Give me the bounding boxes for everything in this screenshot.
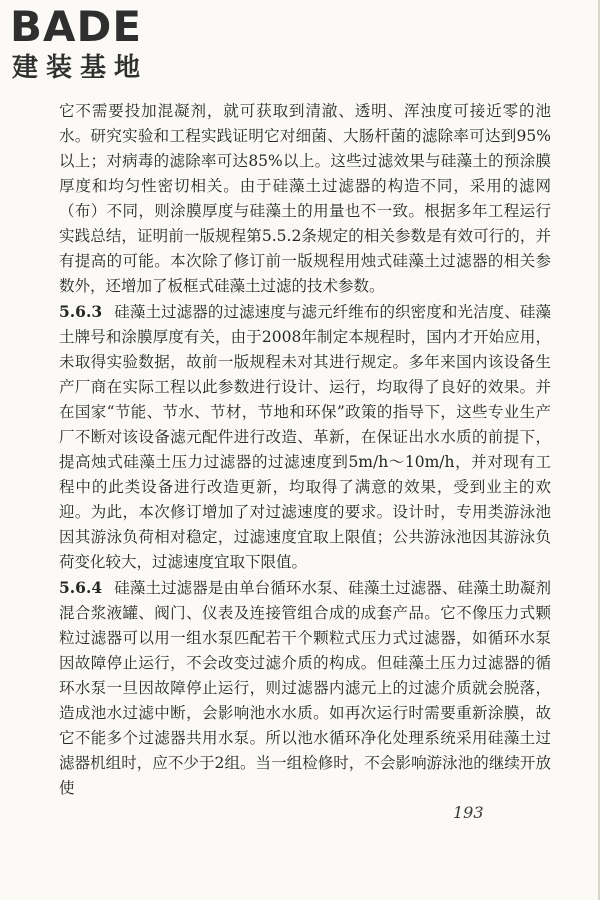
- page-number: 193: [453, 803, 484, 822]
- paragraph-continuation: [59, 99, 551, 299]
- body-text: [59, 99, 551, 801]
- section-5-6-3: [59, 299, 551, 575]
- logo: [10, 4, 180, 90]
- paragraph-text: 硅藻土过滤器的过滤速度与滤元纤维布的织密度和光洁度、硅藻土牌号和涂膜厚度有关，由于2008年制定本规程时，国内才开始应用，未取得实验数据，故前一版规程未对其进行规定。多年来国内该设备生产厂商在实际工程以此参数进行设计、运行，均取得了良好的效果。并在国家“节能、节水、节材，节地和环保”政策的指导下，这些专业生产厂不断对该设备滤元配件进行改造、革新，在保证出水水质的前提下，提高烛式硅藻土压力过滤器的过滤速度到5m/h～10m/h，并对现有工程中的此类设备进行改造更新，均取得了满意的效果，受到业主的欢迎。为此，本次修订增加了对过滤速度的要求。设计时，专用类游泳池因其游泳负荷相对稳定，过滤速度宜取上限值；公共游泳池因其游泳负荷变化较大，过滤速度宜取下限值。: [59, 303, 551, 571]
- section-number: 5.6.4: [59, 578, 103, 597]
- logo-subtitle: 建装基地: [12, 53, 149, 83]
- paragraph-text: 硅藻土过滤器是由单台循环水泵、硅藻土过滤器、硅藻土助凝剂混合浆液罐、阀门、仪表及连接管组合成的成套产品。它不像压力式颗粒过滤器可以用一组水泵匹配若干个颗粒式压力式过滤器，如循环水泵因故障停止运行，不会改变过滤介质的构成。但硅藻土压力过滤器的循环水泵一旦因故障停止运行，则过滤器内滤元上的过滤介质就会脱落，造成池水过滤中断，会影响池水水质。如再次运行时需要重新涂膜，故它不能多个过滤器共用水泵。所以池水循环净化处理系统采用硅藻土过滤器机组时，应不少于2组。当一组检修时，不会影响游泳池的继续开放使: [59, 579, 551, 797]
- section-number: 5.6.3: [59, 302, 103, 321]
- paragraph-text: 它不需要投加混凝剂，就可获取到清澈、透明、浑浊度可接近零的池水。研究实验和工程实践证明它对细菌、大肠杆菌的滤除率可达到95%以上；对病毒的滤除率可达85%以上。这些过滤效果与硅藻土的预涂膜厚度和均匀性密切相关。由于硅藻土过滤器的构造不同，采用的滤网（布）不同，则涂膜厚度与硅藻土的用量也不一致。根据多年工程运行实践总结，证明前一版规程第5.5.2条规定的相关参数是有效可行的，并有提高的可能。本次除了修订前一版规程用烛式硅藻土过滤器的相关参数外，还增加了板框式硅藻土过滤的技术参数。: [59, 102, 551, 295]
- section-5-6-4: [59, 575, 551, 801]
- logo-wordmark: BADE: [10, 2, 143, 51]
